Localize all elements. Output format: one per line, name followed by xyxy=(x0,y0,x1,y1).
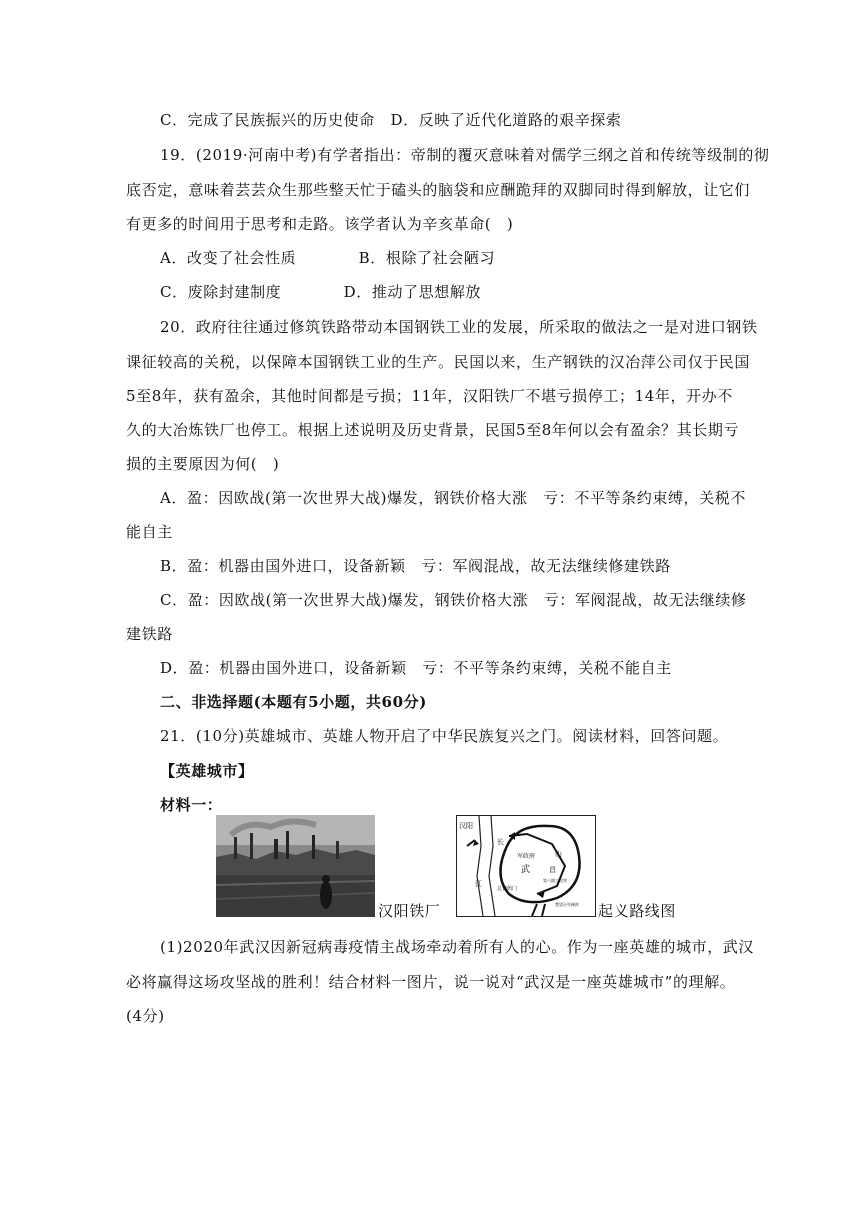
q19-option-cd: C．废除封建制度 D．推动了思想解放 xyxy=(160,283,482,301)
map-label-junzhengfu: 军政府 xyxy=(517,853,536,860)
q20-option-a-line2: 能自主 xyxy=(126,523,173,541)
map-label-jiang: 江 xyxy=(475,880,482,888)
subheading-hero-city: 【英雄城市】 xyxy=(160,762,254,780)
map-caption: 起义路线图 xyxy=(598,902,677,920)
q20-stem-line2: 课征较高的关税，以保障本国钢铁工业的生产。民国以来，生产钢铁的汉冶萍公司仅于民国 xyxy=(126,353,751,371)
uprising-route-map xyxy=(456,815,596,917)
q21-stem: 21．(10分)英雄城市、英雄人物开启了中华民族复兴之门。阅读材料，回答问题。 xyxy=(160,727,729,745)
q19-option-ab: A．改变了社会性质 B．根除了社会陋习 xyxy=(160,249,496,267)
q20-stem-line4: 久的大冶炼铁厂也停工。根据上述说明及历史背景，民国5至8年何以会有盈余？其长期亏 xyxy=(126,421,740,439)
map-label-chuwangtai: 楚望台军械库 xyxy=(555,902,579,907)
q20-stem-line3: 5至8年，获有盈余，其他时间都是亏损；11年，汉阳铁厂不堪亏损停工；14年，开办不 xyxy=(126,387,733,405)
map-label-gongchengying: 第八镇工程营 xyxy=(543,878,567,883)
map-label-hanyang: 汉阳 xyxy=(459,822,473,830)
q20-stem-line1: 20．政府往往通过修筑铁路带动本国钢铁工业的发展，所采取的做法之一是对进口钢铁 xyxy=(160,318,758,336)
q21-part1-line3: (4分) xyxy=(126,1007,165,1025)
map-label-shan: 山 xyxy=(555,850,562,858)
q20-option-c-line1: C．盈：因欧战(第一次世界大战)爆发，钢铁价格大涨 亏：军阀混战，故无法继续修 xyxy=(160,591,747,609)
q20-stem-line5: 损的主要原因为何( ) xyxy=(126,455,280,473)
q20-option-b: B．盈：机器由国外进口，设备新颖 亏：军阀混战，故无法继续修建铁路 xyxy=(160,557,671,575)
q19-stem-line1: 19．(2019·河南中考)有学者指出：帝制的覆灭意味着对儒学三纲之首和传统等级制的彻 xyxy=(160,146,770,164)
q18-option-cd: C．完成了民族振兴的历史使命 D．反映了近代化道路的艰辛探索 xyxy=(160,111,622,129)
q19-stem-line3: 有更多的时间用于思考和走路。该学者认为辛亥革命( ) xyxy=(126,215,514,233)
map-label-chang: 长 xyxy=(497,838,504,846)
q21-part1-line2: 必将赢得这场攻坚战的胜利！结合材料一图片，说一说对“武汉是一座英雄城市”的理解。 xyxy=(126,973,736,991)
map-label-chang2: 昌 xyxy=(549,866,556,874)
photo-caption: 汉阳铁厂 xyxy=(378,902,441,920)
q19-stem-line2: 底否定，意味着芸芸众生那些整天忙于磕头的脑袋和应酬跪拜的双脚同时得到解放，让它们 xyxy=(126,181,751,199)
map-label-wu: 武 xyxy=(521,865,531,875)
q20-option-d: D．盈：机器由国外进口，设备新颖 亏：不平等条约束缚，关税不能自主 xyxy=(160,659,672,677)
map-label-duyamen: 总督衙门 xyxy=(497,886,518,892)
q20-option-c-line2: 建铁路 xyxy=(126,625,173,643)
q20-option-a-line1: A．盈：因欧战(第一次世界大战)爆发，钢铁价格大涨 亏：不平等条约束缚，关税不 xyxy=(160,489,746,507)
hanyang-ironworks-photo xyxy=(216,815,375,917)
q21-part1-line1: (1)2020年武汉因新冠病毒疫情主战场牵动着所有人的心。作为一座英雄的城市，武汉 xyxy=(160,938,755,956)
material-one-label: 材料一： xyxy=(160,796,223,814)
section-heading: 二、非选择题(本题有5小题，共60分) xyxy=(160,693,427,711)
